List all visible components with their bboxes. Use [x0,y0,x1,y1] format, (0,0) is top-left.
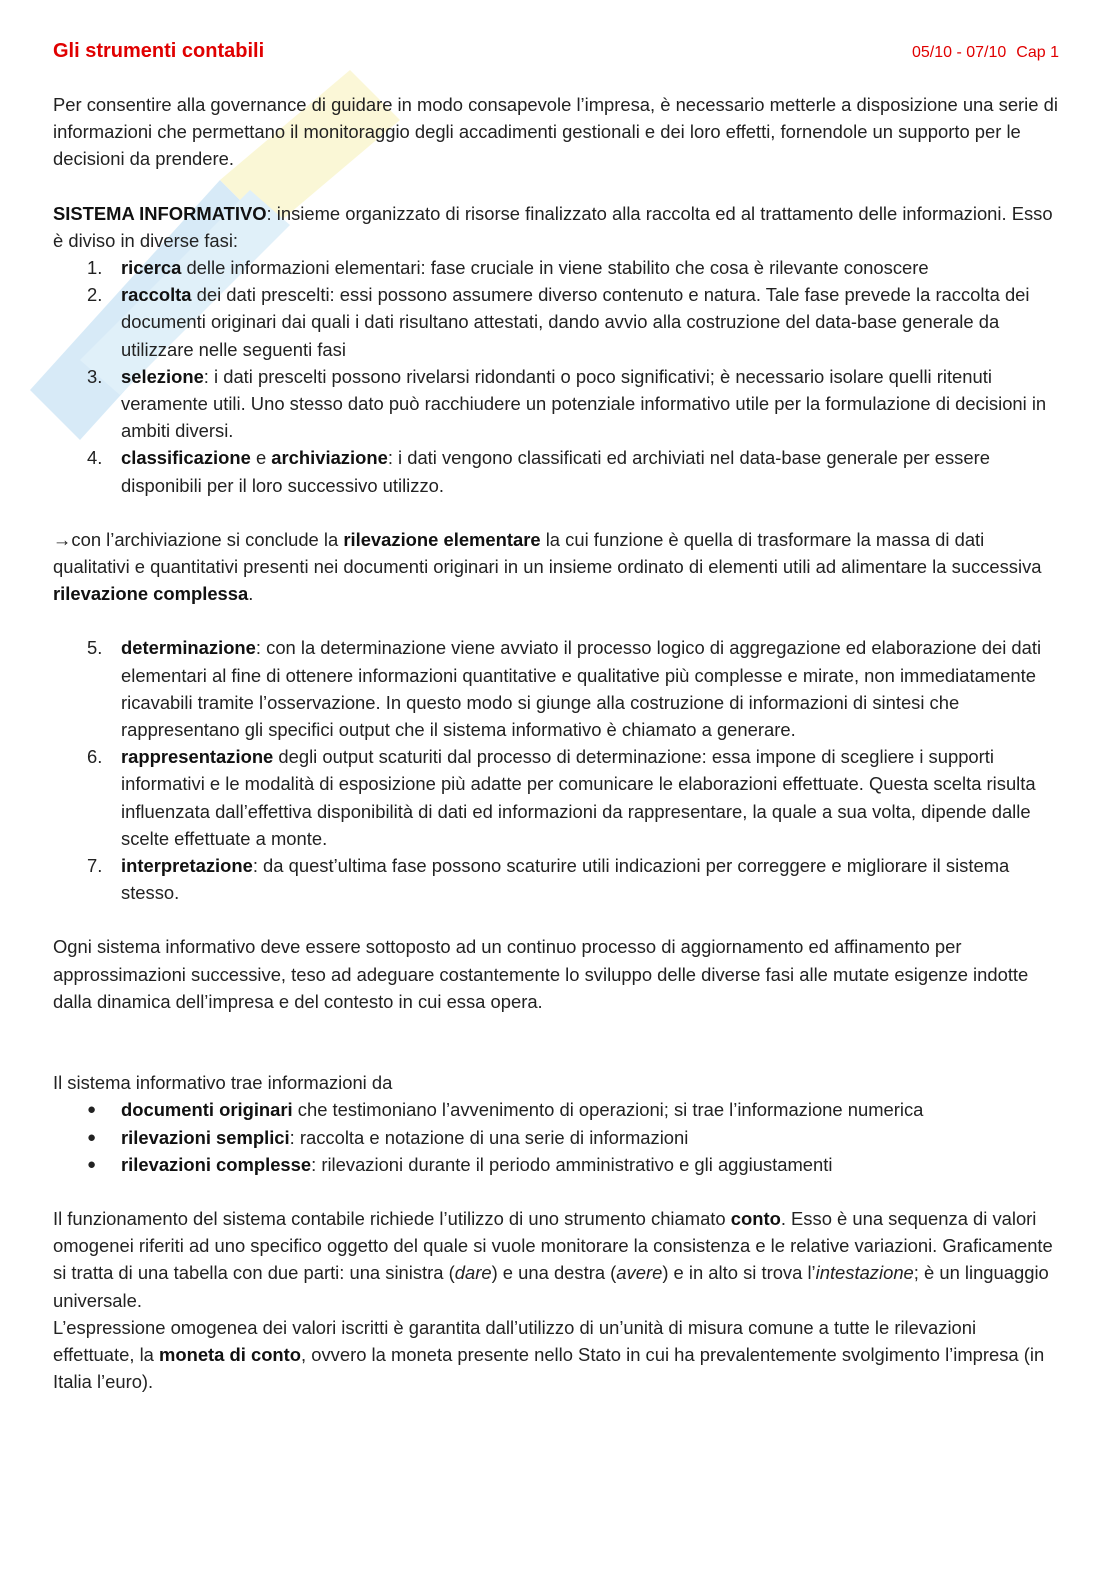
date-range: 05/10 - 07/10 [912,44,1007,61]
sistema-definition [53,200,1059,254]
text-run: . Esso è una sequenza di valori omogenei riferiti ad uno specifico oggetto del quale si vuole monitorare la consistenza e le relative variazioni. Graficamente si tratta di una tabella con due parti: una sinistra ( [53,1207,1053,1284]
text-run: L’espressione omogenea dei valori iscritti è garantita dall’utilizzo di un’unità di misura comune a tutte le rilevazioni effettuate, la [53,1316,977,1365]
sources-list [53,1096,1059,1178]
item-term: selezione [121,365,204,387]
document-page [53,40,1059,1395]
phases-list-1 [53,254,1059,499]
update-paragraph: Ogni sistema informativo deve essere sottoposto ad un continuo processo di aggiornamento ed affinamento per approssimazioni successive, teso ad adeguare costantemente lo sviluppo delle diverse fasi alle mutate esigenze indotte dalla dinamica dell’impresa e del contesto in cui essa opera. [53,936,1029,1012]
list-item [53,1151,1059,1178]
page-header [53,40,1059,66]
item-text: che testimoniano l’avvenimento di operazioni; si trae l’informazione numerica [292,1099,924,1121]
list-item [53,1096,1059,1123]
list-item [53,634,1059,743]
bullet-icon: ● [87,1155,97,1173]
term-moneta-di-conto: moneta di conto [159,1343,302,1365]
item-number: 2. [87,284,103,306]
arrow-paragraph [53,526,1059,608]
term-conto: conto [730,1207,781,1229]
item-term: rilevazioni semplici [121,1126,290,1148]
text-run: ) e una destra ( [491,1262,617,1284]
list-item [53,743,1059,852]
item-text: delle informazioni elementari: fase cruciale in viene stabilito che cosa è rilevante conoscere [181,257,929,279]
term-sistema: SISTEMA INFORMATIVO [53,202,267,224]
item-number: 5. [87,637,103,659]
list-item [53,1124,1059,1151]
bullet-icon: ● [87,1101,97,1119]
item-conj: e [250,447,272,469]
phases-list-2 [53,634,1059,906]
item-term: determinazione [121,637,256,659]
header-meta [902,44,1059,62]
item-number: 3. [87,365,103,387]
item-text: : i dati prescelti possono rivelarsi ridondanti o poco significativi; è necessario isolare quelli ritenuti veramente utili. Uno stesso dato può racchiudere un potenziale informativo utile per la formulazione di decisioni in ambiti diversi. [121,365,1047,442]
list-item [53,444,1059,498]
item-text: : rilevazioni durante il periodo amministrativo e gli aggiustamenti [311,1153,833,1175]
text-run: Il funzionamento del sistema contabile richiede l’utilizzo di uno strumento chiamato [53,1207,731,1229]
term-rilevazione-elementare: rilevazione elementare [343,528,541,550]
item-term: ricerca [121,257,182,279]
intro-paragraph: Per consentire alla governance di guidare in modo consapevole l’impresa, è necessario metterle a disposizione una serie di informazioni che permettano il monitoraggio degli accadimenti gestionali e dei loro effetti, fornendole un supporto per le decisioni da prendere. [53,94,1058,170]
definition-text: : insieme organizzato di risorse finalizzato alla raccolta ed al trattamento delle informazioni. Esso è diviso in diverse fasi: [53,202,1053,251]
item-text: dei dati prescelti: essi possono assumere diverso contenuto e natura. Tale fase prevede la raccolta dei documenti originari dai quali i dati risultano attestati, dando avvio alla costruzione del data-base generale da utilizzare nelle seguenti fasi [121,284,1030,360]
list-item [53,281,1059,363]
item-term: documenti originari [121,1099,293,1121]
item-number: 6. [87,746,103,768]
text-run: . [248,583,254,605]
text-run: →con l’archiviazione si conclude la [53,528,344,550]
text-run: , ovvero la moneta presente nello Stato in cui ha prevalentemente svolgimento l’impresa (in Italia l’euro). [53,1343,1045,1393]
text-run: ) e in alto si trova l’ [662,1262,816,1284]
term-avere: avere [616,1262,663,1284]
term-intestazione: intestazione [815,1262,914,1284]
term-rilevazione-complessa: rilevazione complessa [53,583,249,605]
item-term: interpretazione [121,855,253,877]
list-item [53,254,1059,281]
bullet-icon: ● [87,1128,97,1146]
item-term: raccolta [121,284,192,306]
moneta-paragraph [53,1314,1059,1396]
item-text: : i dati vengono classificati ed archiviati nel data-base generale per essere disponibili per il loro successivo utilizzo. [121,447,990,496]
list-item [53,363,1059,445]
item-term: classificazione [121,447,251,469]
text-run: la cui funzione è quella di trasformare la massa di dati qualitativi e quantitativi presenti nei documenti originari in un insieme ordinato di elementi utili ad alimentare la successiva [53,528,1042,578]
item-text: degli output scaturiti dal processo di determinazione: essa impone di scegliere i supporti informativi e le modalità di esposizione più adatte per comunicare le elaborazioni effettuate. Questa scelta risulta influenzata dall’effettiva disponibilità di dati ed informazioni da rappresentare, la quale a sua volta, dipende dalle scelte effettuate a monte. [121,746,1036,849]
page-title: Gli strumenti contabili [53,40,265,62]
item-number: 1. [87,257,103,279]
term-dare: dare [454,1262,492,1284]
chapter-label: Cap 1 [1016,44,1059,61]
conto-paragraph [53,1205,1059,1314]
sources-intro: Il sistema informativo trae informazioni da [53,1072,393,1094]
item-term-2: archiviazione [271,447,388,469]
item-text: : da quest’ultima fase possono scaturire utili indicazioni per correggere e migliorare il sistema stesso. [121,855,1010,904]
item-term: rilevazioni complesse [121,1153,312,1175]
item-number: 7. [87,855,103,877]
item-text: : raccolta e notazione di una serie di informazioni [289,1126,689,1148]
item-text: : con la determinazione viene avviato il processo logico di aggregazione ed elaborazione dei dati elementari al fine di ottenere informazioni quantitative e qualitative più complesse e mirate, non immediatamente ricavabili tramite l’osservazione. In questo modo si giunge alla costruzione di informazioni di sintesi che rappresentano gli specifici output che il sistema informativo è chiamato a generare. [121,637,1042,741]
item-term: rappresentazione [121,746,274,768]
item-number: 4. [87,447,103,469]
text-run: ; è un linguaggio universale. [53,1262,1049,1311]
list-item [53,852,1059,906]
